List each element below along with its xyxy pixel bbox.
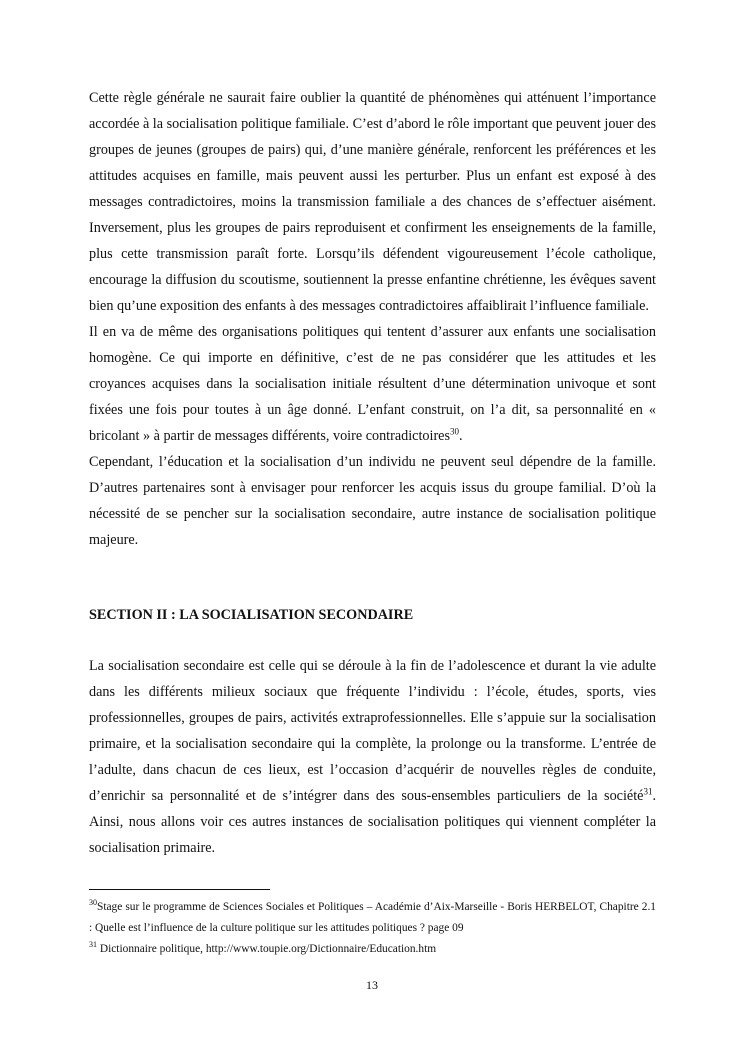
paragraph-secondary-socialisation-end: . Ainsi, nous allons voir ces autres instances de socialisation politiques qui viennent compléter la socialisation primaire.	[89, 788, 656, 856]
paragraph-political-organisations-text: Il en va de même des organisations politiques qui tentent d’assurer aux enfants une socialisation homogène. Ce qui importe en définitive, c’est de ne pas considérer que les attitudes et les croyances acquises dans la socialisation initiale résultent d’une détermination univoque et sont fixées une fois pour toutes à un âge donné. L’enfant construit, on l’a dit, sa personnalité en « bricolant » à partir de messages différents, voire contradictoires	[89, 324, 656, 444]
footnote-30	[89, 897, 656, 939]
footnote-number-30: 30	[89, 898, 97, 908]
body-section-one	[89, 85, 656, 553]
section-heading: SECTION II : LA SOCIALISATION SECONDAIRE	[89, 607, 414, 623]
paragraph-secondary-socialisation-text: La socialisation secondaire est celle qui se déroule à la fin de l’adolescence et durant la vie adulte dans les différents milieux sociaux que fréquente l’individu : l’école, études, sports, vies professionnelles, groupes de pairs, activités extraprofessionnelles. Elle s’appuie sur la socialisation primaire, et la socialisation secondaire qui la complète, la prolonge ou la transforme. L’entrée de l’adulte, dans chacun de ces lieux, est l’occasion d’acquérir de nouvelles règles de conduite, d’enrichir sa personnalité et de s’intégrer dans des sous-ensembles particuliers de la société	[89, 658, 656, 804]
footnotes	[89, 897, 656, 960]
body-section-two	[89, 653, 656, 861]
paragraph-secondary-socialisation	[89, 653, 656, 861]
paragraph-education-family: Cependant, l’éducation et la socialisation d’un individu ne peuvent seul dépendre de la famille. D’autres partenaires sont à envisager pour renforcer les acquis issus du groupe familial. D’où la nécessité de se pencher sur la socialisation secondaire, autre instance de socialisation politique majeure.	[89, 454, 656, 548]
page-number: 13	[366, 978, 378, 992]
footnote-ref-30[interactable]: 30	[450, 426, 459, 437]
footnote-separator	[89, 889, 270, 890]
footnote-text-30: Stage sur le programme de Sciences Sociales et Politiques – Académie d’Aix-Marseille - Boris HERBELOT, Chapitre 2.1 : Quelle est l’influence de la culture politique sur les attitudes politiques ? page 09	[89, 901, 656, 934]
footnote-text-31[interactable]: Dictionnaire politique, http://www.toupie.org/Dictionnaire/Education.htm	[97, 943, 437, 955]
paragraph-peer-groups: Cette règle générale ne saurait faire oublier la quantité de phénomènes qui atténuent l’importance accordée à la socialisation politique familiale. C’est d’abord le rôle important que peuvent jouer des groupes de jeunes (groupes de pairs) qui, d’une manière générale, renforcent les préférences et les attitudes acquises en famille, mais peuvent aussi les perturber. Plus un enfant est exposé à des messages contradictoires, moins la transmission familiale a des chances de s’effectuer aisément. Inversement, plus les groupes de pairs reproduisent et confirment les enseignements de la famille, plus cette transmission paraît forte. Lorsqu’ils défendent vigoureusement l’école catholique, encourage la diffusion du scoutisme, soutiennent la presse enfantine chrétienne, les évêques savent bien qu’une exposition des enfants à des messages contradictoires affaiblirait l’influence familiale.	[89, 90, 656, 314]
paragraph-political-organisations-end: .	[459, 428, 463, 444]
footnote-ref-31[interactable]: 31	[643, 786, 653, 797]
paragraph-political-organisations	[89, 319, 656, 449]
footnote-31	[89, 939, 656, 960]
footnote-number-31: 31	[89, 940, 97, 950]
